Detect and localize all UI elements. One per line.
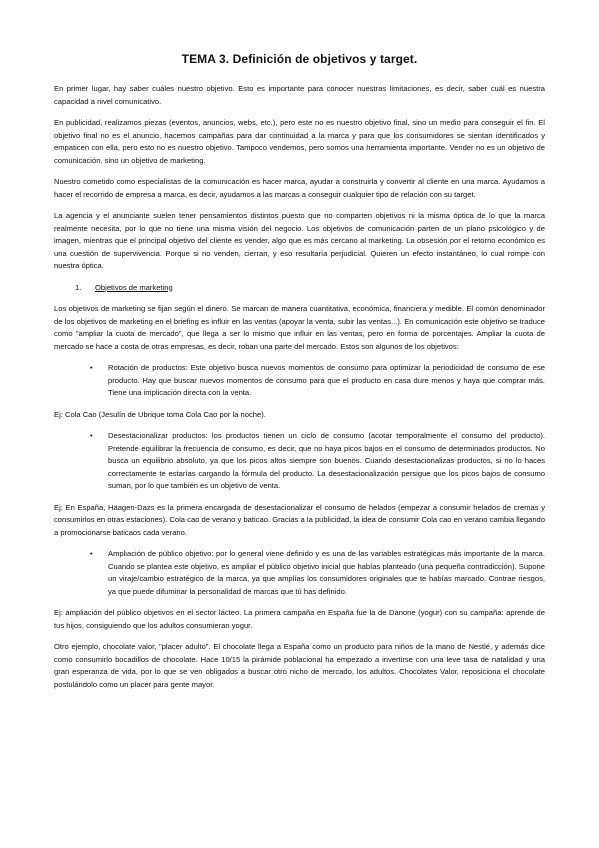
paragraph-example-haagen-dazs: Ej: En España, Häagen-Dazs es la primera encargada de desestacionalizar el consumo de helados (empezar a consumir helados de cremas y consumirlos en otras estaciones). Cola cao de verano y baticao. Gracias a la publicidad, la idea de consumir Cola cao en verano cambia llegando a promocionarse baticaos cada verano. bbox=[54, 502, 545, 537]
list-item-deseasonalize bbox=[54, 430, 545, 493]
bullet-icon: • bbox=[90, 363, 93, 372]
list-item-text: Ampliación de público objetivo: por lo general viene definido y es una de las variables estratégicas más importante de la marca. Cuando se plantea este objetivo, es ampliar el público objetivo inicial que habías planteado (una pequeña contradicción). Supone un viraje/cambio estratégico de la marca, ya que amplías los consumidores originales que te habías marcado. Contrae riesgos, ya que puede difuminar la personalidad de marcas que tú has definido. bbox=[108, 549, 545, 596]
bullet-icon: • bbox=[90, 549, 93, 558]
list-item-audience-expansion bbox=[54, 548, 545, 598]
paragraph-brand-role: Nuestro cometido como especialistas de la comunicación es hacer marca, ayudar a construirla y convertir al cliente en una marca. Ayudamos a hacer el recorrido de empresa a marca, es decir, ayudamos a las marcas a conseguir cualquier tipo de relación con su target. bbox=[54, 177, 545, 199]
list-item-text: Rotación de productos: Este objetivo busca nuevos momentos de consumo para optimizar la periodicidad de consumo de ese producto. Hay que buscar nuevos momentos de consumo para que el producto en casa dure menos y haya que comprar más. Tiene una implicación directa con la venta. bbox=[108, 363, 545, 397]
section-title: Objetivos de marketing bbox=[95, 282, 173, 292]
section-number: 1. bbox=[75, 282, 82, 292]
paragraph-advertising-pieces: En publicidad, realizamos piezas (eventos, anuncios, webs, etc.), pero este no es nuestro objetivo final, sino un medio para conseguir el fin. El objetivo final no es el anuncio, hacemos campañas para dar continuidad a la marca y para que los consumidores se sientan identificados y empaticen con ella, pero esto no es nuestro objetivo. Tampoco vendemos, pero somos una herramienta importante. Vender no es un objetivo de comunicación, sino un objetivo de marketing. bbox=[54, 118, 545, 165]
document-title: TEMA 3. Definición de objetivos y target. bbox=[181, 52, 418, 66]
list-item-rotation bbox=[54, 362, 545, 400]
list-item-text: Desestacionalizar productos: los productos tienen un ciclo de consumo (acotar temporalmente el consumo del producto). Pretende equilibrar la frecuencia de consumo, es decir, que no haya picos bajos en el consumo de determinados productos. No busca un equilibrio absoluto, ya que los picos altos siempre son buenos. Cuando desestacionalizas productos, si no lo haces correctamente te estarías cargando la fórmula del producto. La desestacionalización persigue que los picos bajos de consumo suman, por lo que también es un objetivo de venta. bbox=[108, 431, 545, 490]
paragraph-agency-advertiser: La agencia y el anunciante suelen tener pensamientos distintos puesto que no comparten objetivos ni la misma óptica de lo que la marca realmente necesita, por lo que no tiene una misma visión del negocio. Los objetivos de comunicación parten de un plano psicológico y de imagen, mientras que el principal objetivo del cliente es vender, algo que es más cercano al marketing. La obsesión por el retorno económico es una cuestión de supervivencia. Porque si no venden, cierran, y eso resultaría perjudicial. Quieren un efecto instantáneo, lo cual rompe con nuestra óptica. bbox=[54, 211, 545, 270]
paragraph-example-chocolate: Otro ejemplo, chocolate valor, "placer adulto". El chocolate llega a España como un producto para niños de la mano de Nestlé, y además dice como consumirlo bocadillos de chocolate. Hace 10/15 la pirámide poblacional ha empezado a invertirse con una leve tasa de natalidad y una gran esperanza de vida, por lo que se ven obligados a buscar otro nicho de mercado, los adultos. Chocolates Valor, reposiciona el chocolate postulándolo como un placer para gente mayor. bbox=[54, 642, 545, 689]
paragraph-example-colacao: Ej: Cola Cao (Jesulín de Ubrique toma Cola Cao por la noche). bbox=[54, 409, 266, 419]
paragraph-example-danone: Ej: ampliación del público objetivos en el sector lácteo. La primera campaña en España fue la de Danone (yogur) con su campaña: aprende de tus hijos, consiguiendo que los adultos consumieran yogur. bbox=[54, 608, 545, 630]
paragraph-marketing-intro: Los objetivos de marketing se fijan según el dinero. Se marcan de manera cuantitativa, económica, financiera y medible. El común denominador de los objetivos de marketing en el briefing es influir en las ventas (apoyar la venta, subir las ventas...). En comunicación este objetivo se traduce como "ampliar la cuota de mercado", que llega a ser lo mismo que influir en las ventas, pero en forma de porcentajes. Ampliar la cuota de mercado se hace a costa de otras empresas, es decir, roban una parte del mercado. Estos son algunos de los objetivos: bbox=[54, 304, 545, 351]
section-heading bbox=[54, 282, 545, 295]
paragraph-objective-intro: En primer lugar, hay saber cuáles nuestro objetivo. Esto es importante para conocer nuestras limitaciones, es decir, saber cuál es nuestra capacidad a nivel comunicativo. bbox=[54, 84, 545, 106]
bullet-icon: • bbox=[90, 431, 93, 440]
